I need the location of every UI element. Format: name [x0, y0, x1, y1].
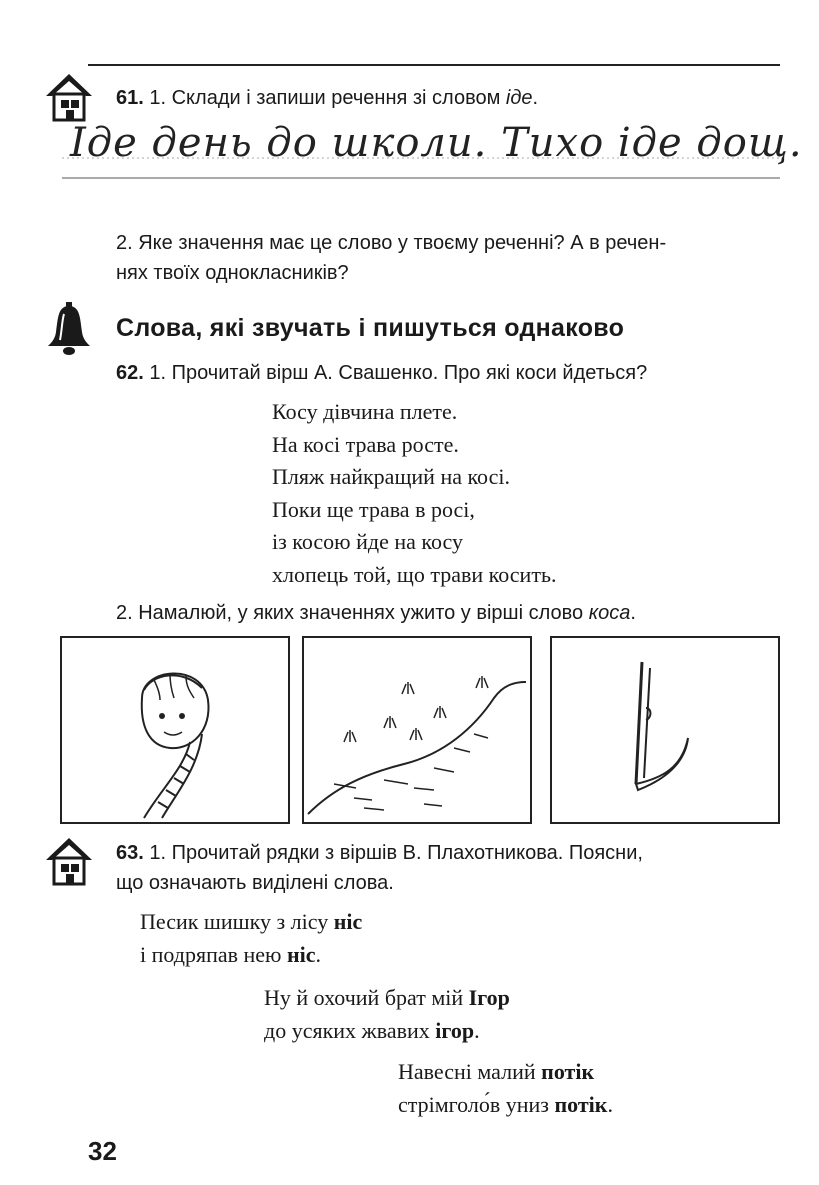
drawing-box-sandbar: [302, 636, 532, 824]
highlighted-word: ігор: [435, 1017, 475, 1043]
ex63-stanza-1: [140, 906, 362, 971]
braid-drawing: [62, 638, 288, 822]
ex63-instruction: [116, 838, 786, 898]
scythe-drawing: [552, 638, 778, 822]
ex62-part2-text: 2. Намалюй, у яких значеннях ужито у вірші слово: [116, 602, 589, 624]
highlighted-word: ніс: [286, 941, 316, 967]
top-rule: [88, 64, 780, 66]
ex62-instruction: [116, 358, 647, 388]
drawing-box-braid: [60, 636, 290, 824]
poem-line: На косі трава росте.: [272, 431, 459, 457]
stanza-punct: .: [607, 1091, 613, 1117]
ex61-text: 1. Склади і запиши речення зі словом: [149, 87, 506, 109]
ex63-text-line2: що означають виділені слова.: [116, 872, 394, 894]
ex61-instruction: [116, 83, 538, 113]
highlighted-word: Ігор: [468, 985, 510, 1010]
stanza-text: стрімголо́в униз: [398, 1091, 555, 1117]
house-icon: [44, 72, 94, 124]
section-heading: Слова, які звучать і пишуться однаково: [116, 314, 625, 342]
ex61-number: 61.: [116, 87, 144, 109]
ex63-number: 63.: [116, 842, 144, 864]
sandbar-drawing: [304, 638, 530, 822]
ex62-number: 62.: [116, 362, 144, 384]
ex62-poem: [272, 396, 556, 591]
stanza-text: до усяких жвавих: [264, 1017, 436, 1043]
ex63-stanza-2: [264, 982, 510, 1047]
stanza-text: Ну й охочий брат мій: [264, 985, 469, 1010]
poem-line: із косою йде на косу: [272, 529, 463, 554]
stanza-text: і подряпав нею: [140, 941, 287, 967]
ex61-suffix: .: [532, 87, 539, 109]
page-number: 32: [88, 1136, 117, 1166]
drawing-box-scythe: [550, 636, 780, 824]
highlighted-word: потік: [554, 1091, 608, 1117]
ex62-part2-keyword: коса: [588, 602, 631, 624]
ex62-part2-suffix: .: [630, 602, 636, 624]
stanza-text: Песик шишку з лісу: [140, 909, 334, 934]
poem-line: Косу дівчина плете.: [272, 399, 458, 424]
ex61-part2-line1: 2. Яке значення має це слово у твоєму реченні? А в речен-: [116, 232, 667, 254]
ex61-part2: [116, 228, 786, 288]
highlighted-word: ніс: [333, 909, 363, 934]
stanza-text: Навесні малий: [398, 1059, 542, 1084]
poem-line: Поки ще трава в росі,: [272, 496, 475, 522]
bell-icon: [44, 300, 94, 356]
stanza-punct: .: [474, 1017, 480, 1043]
ex61-part2-line2: нях твоїх однокласників?: [116, 262, 349, 284]
ex63-stanza-3: [398, 1056, 613, 1121]
poem-line: хлопець той, що трави косить.: [272, 561, 557, 587]
ex62-text: 1. Прочитай вірш А. Свашенко. Про які коси йдеться?: [149, 362, 648, 384]
ex61-handwritten-answer: Іде день до школи. Тихо іде дощ.: [70, 120, 803, 166]
stanza-punct: .: [315, 941, 322, 967]
house-icon: [44, 836, 94, 888]
ex62-part2: [116, 598, 636, 628]
ex63-text: 1. Прочитай рядки з віршів В. Плахотникова. Поясни,: [149, 842, 643, 864]
highlighted-word: потік: [541, 1059, 595, 1084]
poem-line: Пляж найкращий на косі.: [272, 464, 510, 489]
ex61-keyword: іде: [505, 87, 533, 109]
